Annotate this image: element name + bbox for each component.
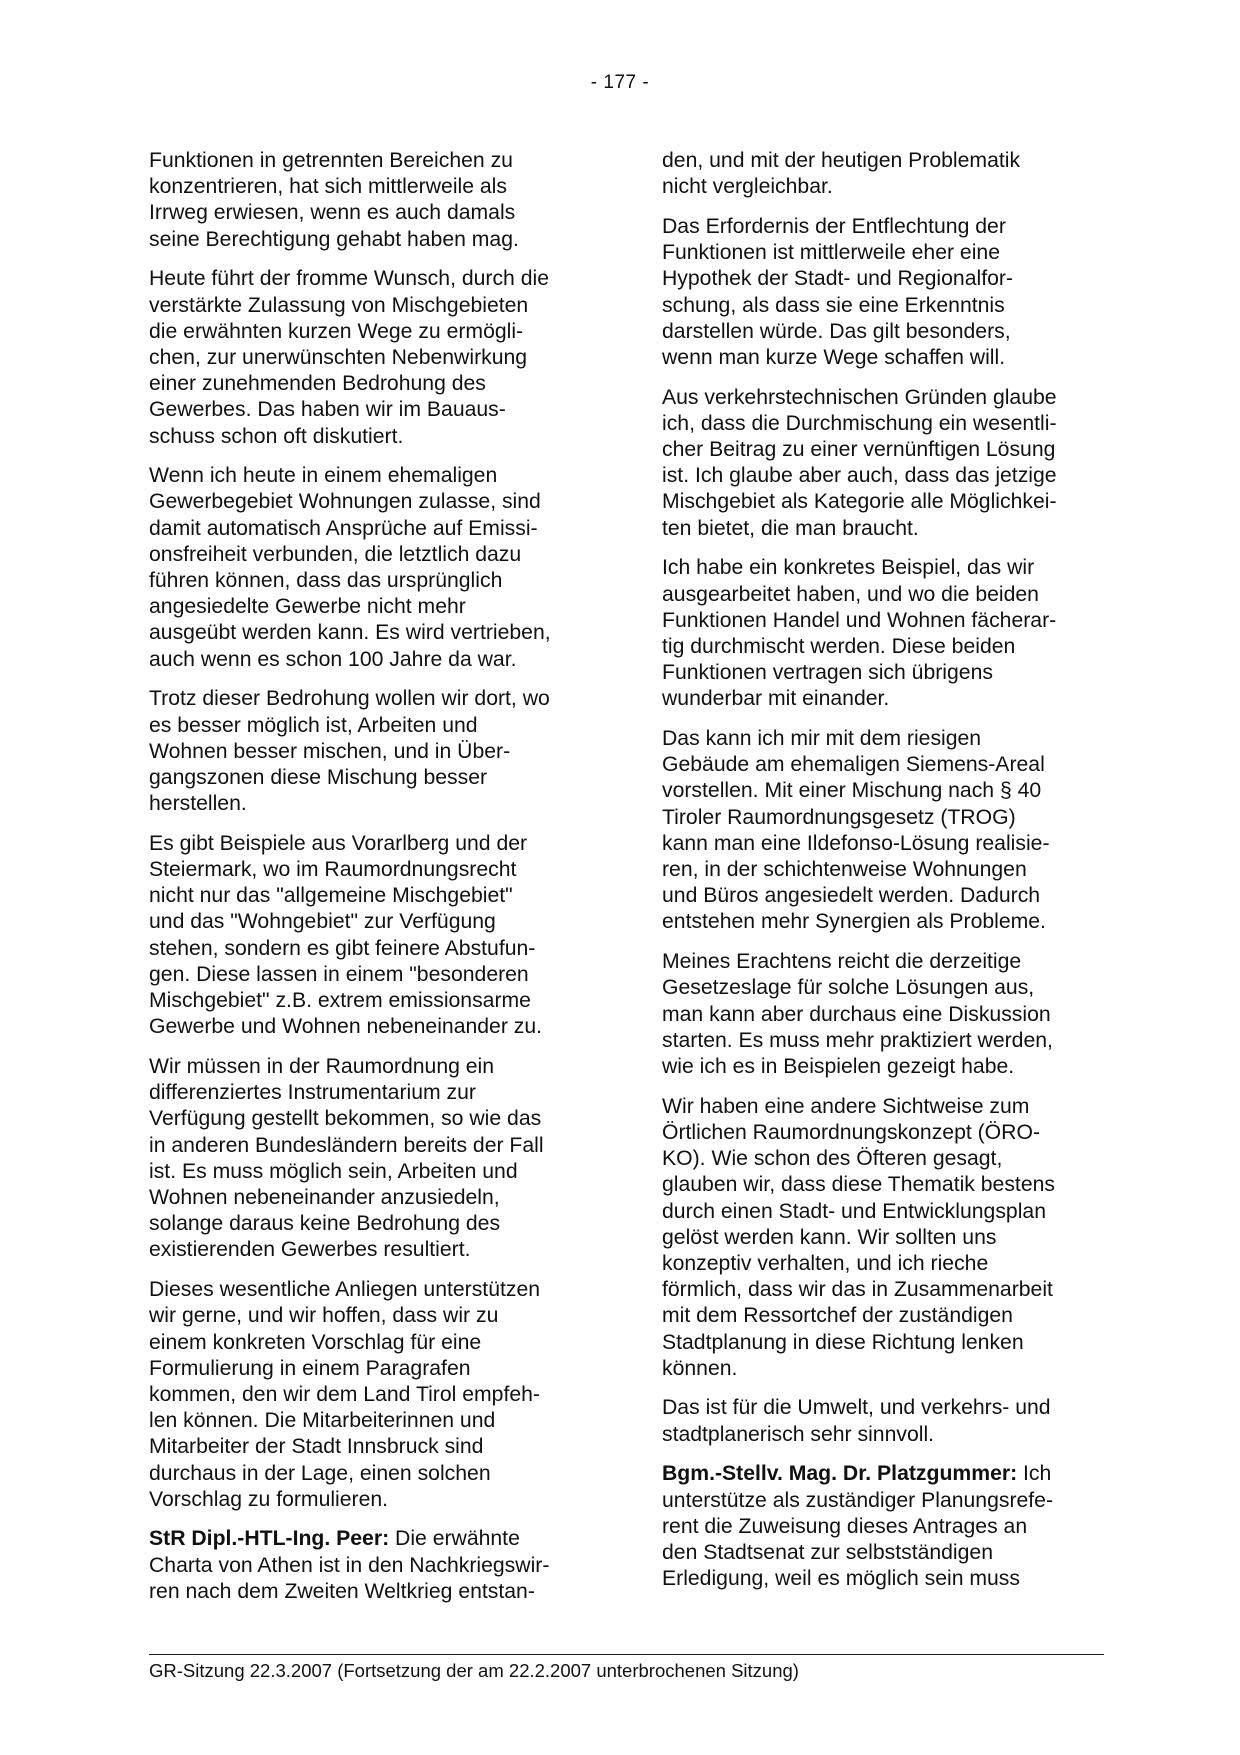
text-line: Gebäude am ehemaligen Siemens-Areal xyxy=(662,753,1045,777)
speaker-text: Ich xyxy=(1017,1462,1052,1486)
text-line: Tiroler Raumordnungsgesetz (TROG) xyxy=(662,805,1016,829)
text-line: Vorschlag zu formulieren. xyxy=(149,1487,389,1511)
right-text-column xyxy=(662,148,1102,1606)
text-line: nicht vergleichbar. xyxy=(662,175,833,199)
speaker-name: StR Dipl.-HTL-Ing. Peer: xyxy=(149,1527,390,1551)
text-line: unterstütze als zuständiger Planungsrefe- xyxy=(662,1488,1054,1512)
text-line: man kann aber durchaus eine Diskussion xyxy=(662,1002,1051,1026)
text-line: Irrweg erwiesen, wenn es auch damals xyxy=(149,201,516,225)
text-line: Wohnen besser mischen, und in Über- xyxy=(149,739,511,763)
text-line: Das ist für die Umwelt, und verkehrs- und xyxy=(662,1396,1051,1420)
text-line: Verfügung gestellt bekommen, so wie das xyxy=(149,1107,542,1131)
text-line: nicht nur das "allgemeine Mischgebiet" xyxy=(149,884,513,908)
text-line: Wohnen nebeneinander anzusiedeln, xyxy=(149,1186,500,1210)
text-line: förmlich, dass wir das in Zusammenarbeit xyxy=(662,1278,1053,1302)
text-line xyxy=(662,1461,1102,1487)
text-line: kommen, den wir dem Land Tirol empfeh- xyxy=(149,1382,540,1406)
text-line: und Büros angesiedelt werden. Dadurch xyxy=(662,884,1041,908)
page-number: - 177 - xyxy=(590,72,650,93)
text-line: schung, als dass sie eine Erkenntnis xyxy=(662,293,1005,317)
text-line: damit automatisch Ansprüche auf Emissi- xyxy=(149,516,538,540)
footer-divider xyxy=(149,1654,1104,1655)
text-line: ist. Ich glaube aber auch, dass das jetzige xyxy=(662,464,1057,488)
text-line: Das kann ich mir mit dem riesigen xyxy=(662,727,982,751)
speaker-paragraph xyxy=(149,1526,589,1605)
paragraph xyxy=(662,1094,1102,1382)
text-line: Wir müssen in der Raumordnung ein xyxy=(149,1055,495,1078)
text-line: mit dem Ressortchef der zuständigen xyxy=(662,1304,1013,1328)
speaker-paragraph xyxy=(662,1461,1102,1592)
text-line: Örtlichen Raumordnungskonzept (ÖRO- xyxy=(662,1120,1041,1144)
text-line: Gesetzeslage für solche Lösungen aus, xyxy=(662,976,1035,1000)
text-line: cher Beitrag zu einer vernünftigen Lösung xyxy=(662,438,1056,462)
text-line: gangszonen diese Mischung besser xyxy=(149,765,488,789)
text-line: darstellen würde. Das gilt besonders, xyxy=(662,319,1011,343)
text-line: einem konkreten Vorschlag für eine xyxy=(149,1330,482,1354)
text-line: einer zunehmenden Bedrohung des xyxy=(149,372,486,396)
text-line: tig durchmischt werden. Diese beiden xyxy=(662,634,1016,658)
text-line: die erwähnten kurzen Wege zu ermögli- xyxy=(149,319,524,343)
paragraph xyxy=(662,949,1102,1080)
text-line: rent die Zuweisung dieses Antrages an xyxy=(662,1514,1028,1538)
text-line: schuss schon oft diskutiert. xyxy=(149,424,404,448)
text-line: ausgearbeitet haben, und wo die beiden xyxy=(662,582,1039,606)
left-text-column xyxy=(149,148,589,1619)
text-line: chen, zur unerwünschten Nebenwirkung xyxy=(149,345,528,369)
paragraph xyxy=(662,148,1102,200)
text-line: Mischgebiet als Kategorie alle Möglichkei- xyxy=(662,490,1057,514)
text-line: ten bietet, die man braucht. xyxy=(662,516,919,540)
text-line: entstehen mehr Synergien als Probleme. xyxy=(662,910,1046,934)
text-line: ist. Es muss möglich sein, Arbeiten und xyxy=(149,1159,518,1183)
paragraph xyxy=(149,463,589,673)
text-line: herstellen. xyxy=(149,792,247,816)
text-line: verstärkte Zulassung von Mischgebieten xyxy=(149,293,529,317)
text-line: durch einen Stadt- und Entwicklungsplan xyxy=(662,1199,1046,1223)
text-line: konzeptiv verhalten, und ich rieche xyxy=(662,1251,989,1275)
text-line: Hypothek der Stadt- und Regionalfor- xyxy=(662,267,1013,291)
text-line: führen können, dass das ursprünglich xyxy=(149,569,503,593)
text-line: Wir haben eine andere Sichtweise zum xyxy=(662,1094,1030,1118)
text-line: Das Erfordernis der Entflechtung der xyxy=(662,214,1006,238)
paragraph xyxy=(149,1054,589,1264)
paragraph xyxy=(662,385,1102,542)
text-line: Formulierung in einem Paragrafen xyxy=(149,1356,471,1380)
text-line: den Stadtsenat zur selbstständigen xyxy=(662,1540,993,1564)
paragraph xyxy=(149,148,589,253)
paragraph xyxy=(149,266,589,449)
text-line: glauben wir, dass diese Thematik bestens xyxy=(662,1173,1055,1197)
paragraph xyxy=(149,831,589,1041)
text-line: KO). Wie schon des Öfteren gesagt, xyxy=(662,1147,1003,1171)
text-line: Dieses wesentliche Anliegen unterstützen xyxy=(149,1278,541,1302)
text-line: wie ich es in Beispielen gezeigt habe. xyxy=(662,1055,1015,1078)
text-line: differenziertes Instrumentarium zur xyxy=(149,1081,476,1105)
text-line: Mitarbeiter der Stadt Innsbruck sind xyxy=(149,1435,484,1459)
paragraph xyxy=(149,686,589,817)
text-line: starten. Es muss mehr praktiziert werden, xyxy=(662,1028,1053,1052)
text-line: Funktionen in getrennten Bereichen zu xyxy=(149,149,513,172)
text-line: gelöst werden kann. Wir sollten uns xyxy=(662,1225,997,1249)
text-line: Gewerbe und Wohnen nebeneinander zu. xyxy=(149,1015,543,1039)
text-line: auch wenn es schon 100 Jahre da war. xyxy=(149,647,517,671)
text-line: stadtplanerisch sehr sinnvoll. xyxy=(662,1422,935,1446)
text-line: können. xyxy=(662,1356,738,1380)
text-line: Funktionen ist mittlerweile eher eine xyxy=(662,241,1000,265)
paragraph xyxy=(149,1277,589,1513)
text-line: durchaus in der Lage, einen solchen xyxy=(149,1461,491,1485)
text-line: len können. Die Mitarbeiterinnen und xyxy=(149,1409,496,1433)
speaker-text: Die erwähnte xyxy=(389,1527,520,1551)
text-line: Gewerbegebiet Wohnungen zulasse, sind xyxy=(149,490,541,514)
text-line: und das "Wohngebiet" zur Verfügung xyxy=(149,910,496,934)
text-line: ren nach dem Zweiten Weltkrieg entstan- xyxy=(149,1579,535,1603)
text-line: Gewerbes. Das haben wir im Bauaus- xyxy=(149,398,506,422)
text-line: Funktionen Handel und Wohnen fächerar- xyxy=(662,608,1057,632)
footer-text: GR-Sitzung 22.3.2007 (Fortsetzung der am 22.2.2007 unterbrochenen Sitzung) xyxy=(149,1660,799,1681)
paragraph xyxy=(662,555,1102,712)
text-line: seine Berechtigung gehabt haben mag. xyxy=(149,227,519,251)
text-line: solange daraus keine Bedrohung des xyxy=(149,1212,501,1236)
text-line: wir gerne, und wir hoffen, dass wir zu xyxy=(149,1304,499,1328)
paragraph xyxy=(662,214,1102,371)
text-line: Wenn ich heute in einem ehemaligen xyxy=(149,464,498,488)
text-line: Mischgebiet" z.B. extrem emissionsarme xyxy=(149,989,531,1013)
text-line: ich, dass die Durchmischung ein wesentli- xyxy=(662,411,1057,435)
text-line: wunderbar mit einander. xyxy=(662,687,890,711)
paragraph xyxy=(662,726,1102,936)
text-line: Steiermark, wo im Raumordnungsrecht xyxy=(149,858,517,882)
speaker-name: Bgm.-Stellv. Mag. Dr. Platzgummer: xyxy=(662,1462,1018,1486)
text-line: Stadtplanung in diese Richtung lenken xyxy=(662,1330,1024,1354)
text-line: ausgeübt werden kann. Es wird vertrieben, xyxy=(149,621,551,645)
text-line: vorstellen. Mit einer Mischung nach § 40 xyxy=(662,779,1042,803)
text-line: kann man eine Ildefonso-Lösung realisie- xyxy=(662,831,1050,855)
text-line: Aus verkehrstechnischen Gründen glaube xyxy=(662,385,1057,409)
text-line: Meines Erachtens reicht die derzeitige xyxy=(662,950,1022,974)
text-line: Charta von Athen ist in den Nachkriegswir- xyxy=(149,1553,550,1577)
text-line: Es gibt Beispiele aus Vorarlberg und der xyxy=(149,831,528,855)
text-line: stehen, sondern es gibt feinere Abstufun- xyxy=(149,936,536,960)
paragraph xyxy=(662,1395,1102,1447)
text-line: angesiedelte Gewerbe nicht mehr xyxy=(149,595,466,619)
text-line: gen. Diese lassen in einem "besonderen xyxy=(149,962,529,986)
text-line: es besser möglich ist, Arbeiten und xyxy=(149,713,478,737)
text-line: den, und mit der heutigen Problematik xyxy=(662,149,1021,172)
text-line: Trotz dieser Bedrohung wollen wir dort, wo xyxy=(149,687,550,711)
text-line: onsfreiheit verbunden, die letztlich dazu xyxy=(149,542,522,566)
text-line: konzentrieren, hat sich mittlerweile als xyxy=(149,175,507,199)
text-line: in anderen Bundesländern bereits der Fall xyxy=(149,1133,544,1157)
text-line: Funktionen vertragen sich übrigens xyxy=(662,661,993,685)
text-line: wenn man kurze Wege schaffen will. xyxy=(662,345,1006,369)
text-line xyxy=(149,1526,589,1552)
text-line: Erledigung, weil es möglich sein muss xyxy=(662,1567,1020,1591)
text-line: ren, in der schichtenweise Wohnungen xyxy=(662,858,1027,882)
text-line: Ich habe ein konkretes Beispiel, das wir xyxy=(662,556,1035,580)
text-line: Heute führt der fromme Wunsch, durch die xyxy=(149,267,549,291)
text-line: existierenden Gewerbes resultiert. xyxy=(149,1238,471,1262)
